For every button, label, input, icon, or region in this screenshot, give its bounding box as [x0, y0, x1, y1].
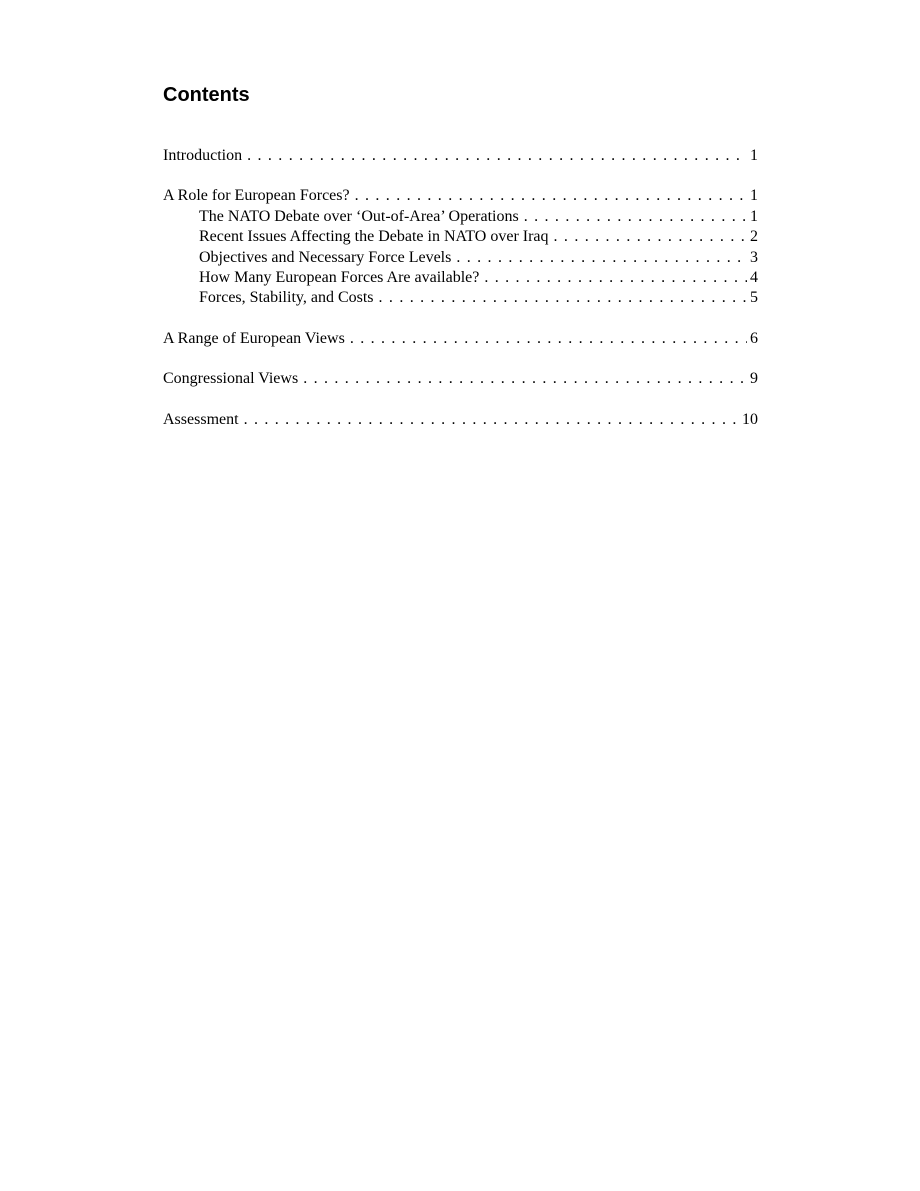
- toc-entry-congressional-views[interactable]: [163, 369, 758, 389]
- toc-page-number: 3: [750, 248, 758, 266]
- toc-entry-title: Objectives and Necessary Force Levels: [199, 248, 452, 266]
- toc-entry-forces-stability-costs[interactable]: [163, 288, 758, 308]
- dot-leader: [484, 268, 747, 288]
- dot-leader: [303, 369, 747, 389]
- toc-page-number: 1: [750, 207, 758, 225]
- toc-entry-objectives[interactable]: [163, 248, 758, 268]
- toc-entry-title: How Many European Forces Are available?: [199, 268, 480, 286]
- toc-entry-title: Assessment: [163, 410, 239, 428]
- toc-page-number: 10: [742, 410, 758, 428]
- dot-leader: [524, 207, 747, 227]
- toc-entry-range-of-european-views[interactable]: [163, 329, 758, 349]
- dot-leader: [244, 410, 739, 430]
- toc-page-number: 2: [750, 228, 758, 246]
- toc-entry-role-for-european-forces[interactable]: [163, 186, 758, 206]
- dot-leader: [456, 248, 747, 268]
- toc-entry-title: A Range of European Views: [163, 329, 345, 347]
- toc-entry-title: Forces, Stability, and Costs: [199, 289, 374, 307]
- dot-leader: [379, 288, 747, 308]
- toc-entry-title: A Role for European Forces?: [163, 187, 350, 205]
- dot-leader: [350, 329, 747, 349]
- dot-leader: [554, 227, 747, 247]
- table-of-contents: [163, 146, 758, 430]
- toc-entry-title: Introduction: [163, 147, 243, 164]
- toc-entry-title: Recent Issues Affecting the Debate in NATO over Iraq: [199, 228, 549, 246]
- toc-entry-nato-debate[interactable]: [163, 207, 758, 227]
- dot-leader: [355, 186, 747, 206]
- toc-entry-title: Congressional Views: [163, 370, 299, 388]
- toc-entry-introduction[interactable]: [163, 146, 758, 166]
- toc-entry-title: The NATO Debate over ‘Out-of-Area’ Operations: [199, 207, 519, 225]
- dot-leader: [247, 146, 747, 166]
- toc-page-number: 6: [750, 329, 758, 347]
- toc-entry-how-many-forces[interactable]: [163, 268, 758, 288]
- toc-page-number: 1: [750, 187, 758, 205]
- toc-page-number: 5: [750, 289, 758, 307]
- toc-entry-recent-issues[interactable]: [163, 227, 758, 247]
- toc-page-number: 4: [750, 268, 758, 286]
- toc-page-number: 1: [750, 147, 758, 164]
- toc-entry-assessment[interactable]: [163, 410, 758, 430]
- toc-page-number: 9: [750, 370, 758, 388]
- contents-heading: Contents: [163, 84, 250, 106]
